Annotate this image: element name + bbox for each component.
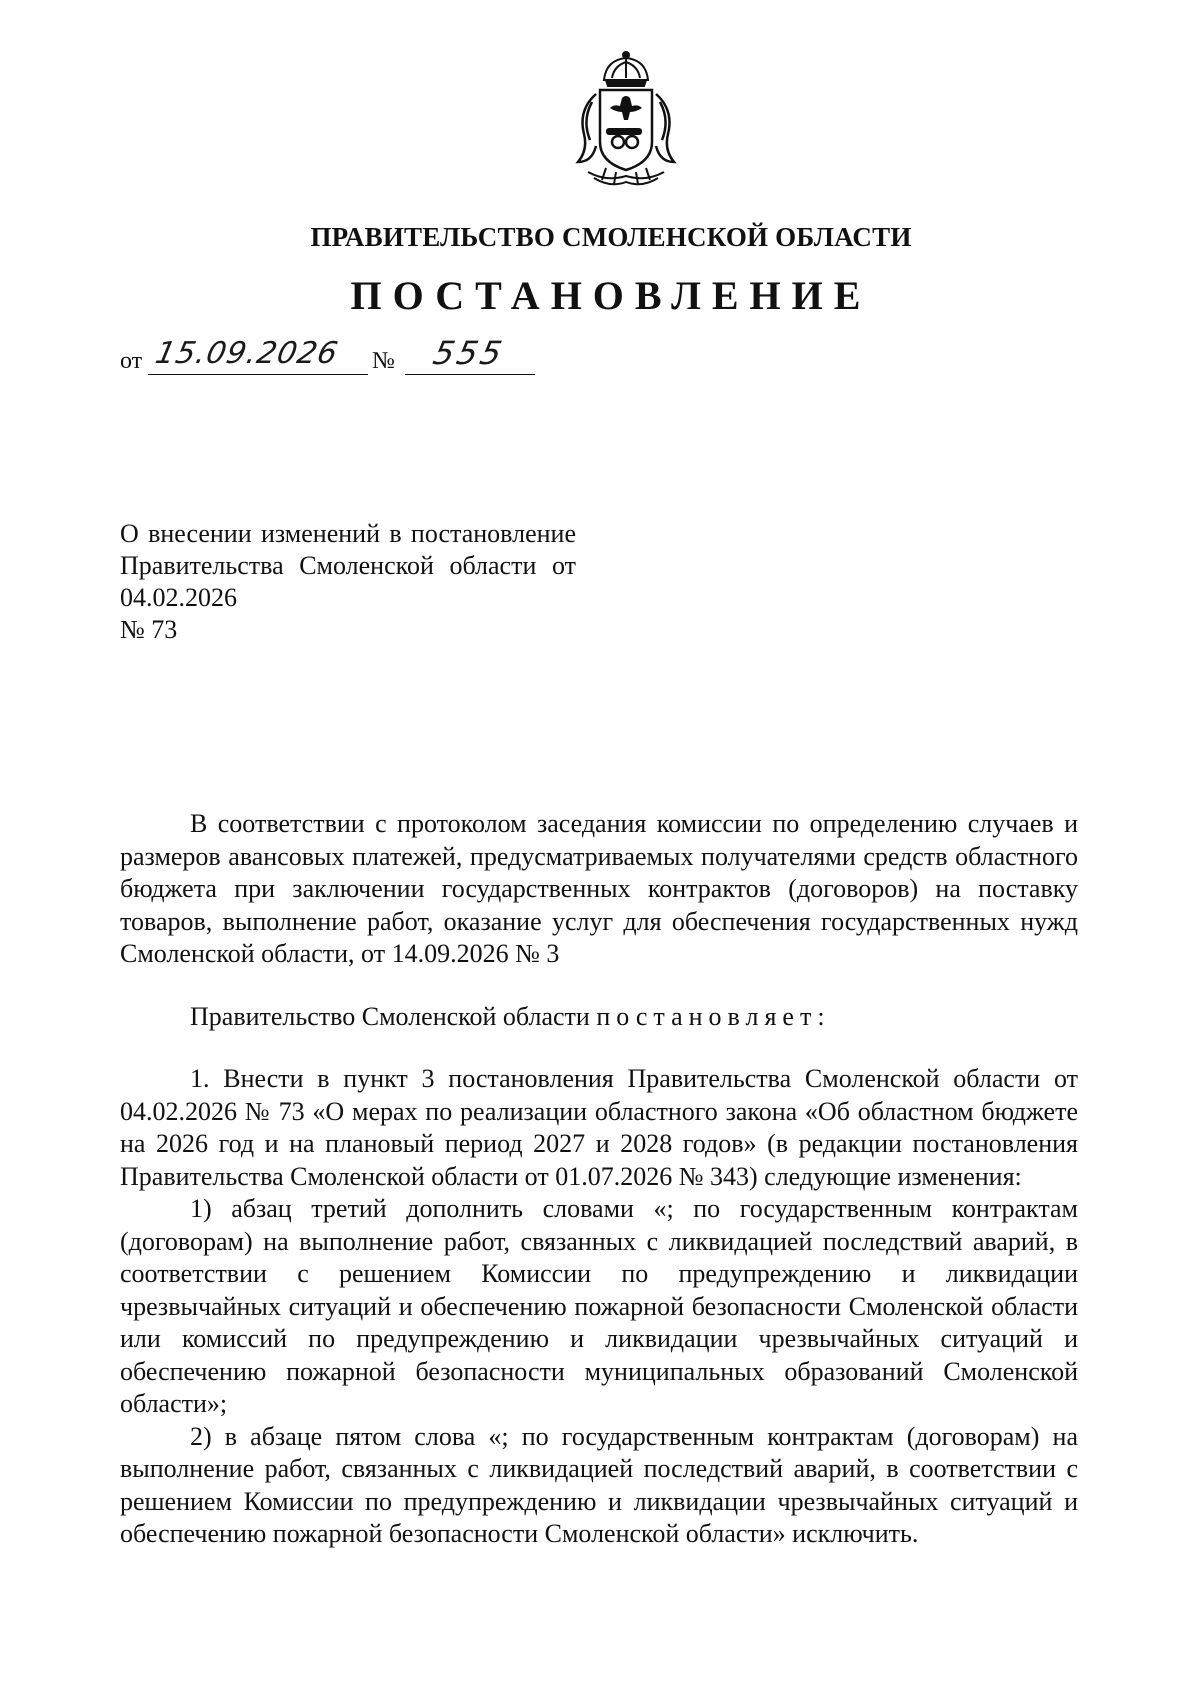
document-subject: [120, 518, 576, 646]
coat-of-arms-icon: [566, 50, 686, 190]
handwritten-number: 555: [429, 334, 509, 372]
resolution-paragraph: [120, 1001, 1078, 1034]
number-label: №: [372, 348, 395, 374]
resolves-word: постановляет:: [596, 1001, 831, 1031]
organization-name: ПРАВИТЕЛЬСТВО СМОЛЕНСКОЙ ОБЛАСТИ: [310, 222, 912, 252]
item-1-1-paragraph: 1) абзац третий дополнить словами «; по государственным контрактам (договорам) на выполнение работ, связанных с ликвидацией последствий аварий, в соответствии с решением Комиссии по предупреждению и ликвидации чрезвычайных ситуаций и обеспечению пожарной безопасности Смоленской области или комиссий по предупреждению и ликвидации чрезвычайных ситуаций и обеспечению пожарной безопасности муниципальных образований Смоленской области»;: [120, 1194, 1078, 1418]
number-underline: [405, 374, 535, 375]
document-type-title: ПОСТАНОВЛЕНИЕ: [350, 273, 872, 318]
handwritten-date: 15.09.2026: [152, 336, 342, 371]
date-underline: [148, 374, 368, 375]
document-body: [120, 808, 1078, 1551]
subject-text-last-line: № 73: [120, 615, 178, 644]
subject-text: О внесении изменений в постановление Правительства Смоленской области от 04.02.2026: [120, 519, 576, 612]
date-label: от: [120, 348, 143, 374]
date-number-line: [120, 336, 620, 380]
item-1-2-paragraph: 2) в абзаце пятом слова «; по государственным контрактам (договорам) на выполнение работ, связанных с ликвидацией последствий аварий, в соответствии с решением Комиссии по предупреждению и ликвидации чрезвычайных ситуаций и обеспечению пожарной безопасности Смоленской области» исключить.: [120, 1421, 1078, 1548]
preamble-paragraph: В соответствии с протоколом заседания комиссии по определению случаев и размеров авансовых платежей, предусматриваемых получателями средств областного бюджета при заключении государственных контрактов (договоров) на поставку товаров, выполнение работ, оказание услуг для обеспечения государственных нужд Смоленской области, от 14.09.2026 № 3: [120, 809, 1078, 968]
item-1-paragraph: 1. Внести в пункт 3 постановления Правительства Смоленской области от 04.02.2026 № 73 «О мерах по реализации областного закона «Об областном бюджете на 2026 год и на плановый период 2027 и 2028 годов» (в редакции постановления Правительства Смоленской области от 01.07.2026 № 343) следующие изменения:: [120, 1064, 1078, 1191]
resolves-subject: Правительство Смоленской области: [190, 1001, 590, 1031]
